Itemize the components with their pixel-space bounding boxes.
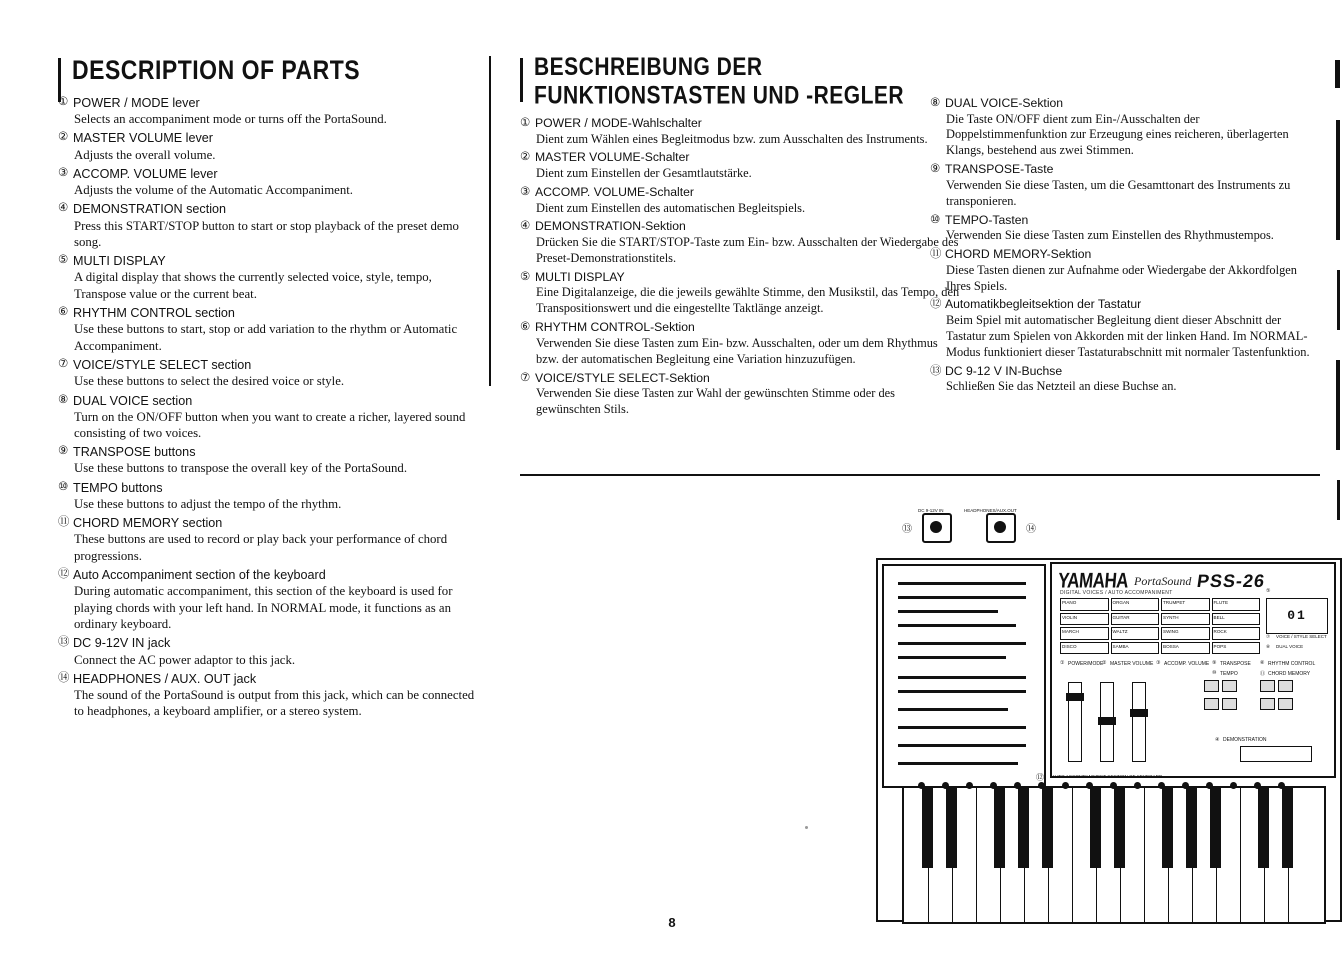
item-body: Drücken Sie die START/STOP-Taste zum Ein- bzw. Ausschalten der Wiedergabe des Preset-Demonstrationstitels. [536, 235, 959, 265]
callout-3: ③ [1156, 660, 1161, 666]
accomp-volume-lever[interactable] [1132, 682, 1146, 762]
power-mode-lever[interactable] [1068, 682, 1082, 762]
accomp-volume-label: ACCOMP. VOLUME [1164, 661, 1210, 667]
list-item [58, 357, 478, 389]
item-number: ⑬ [930, 364, 942, 377]
item-title: DUAL VOICE section [73, 393, 193, 408]
item-number: ③ [58, 166, 69, 179]
keybed[interactable] [902, 786, 1326, 924]
list-item [58, 671, 478, 720]
voice-button[interactable]: TRUMPET [1161, 598, 1210, 611]
german-section-rule [520, 474, 1320, 476]
slider-group[interactable] [1066, 682, 1156, 768]
column-divider [489, 56, 491, 386]
tempo-label: TEMPO [1220, 671, 1238, 677]
item-title: DC 9-12V IN jack [73, 636, 171, 651]
master-volume-label: MASTER VOLUME [1110, 661, 1154, 667]
item-number: ⑤ [58, 254, 69, 267]
item-body: Dient zum Einstellen des automatischen Begleitspiels. [536, 200, 806, 215]
item-body: Use these buttons to adjust the tempo of the rhythm. [74, 496, 342, 511]
item-title: ACCOMP. VOLUME-Schalter [535, 184, 694, 199]
style-button[interactable]: POPS [1212, 642, 1261, 655]
scan-artifact [1336, 120, 1340, 240]
list-item [58, 130, 478, 162]
item-body: Eine Digitalanzeige, die die jeweils gewählte Stimme, den Musikstil, das Tempo, den Transpositionswert und die eingestellte Taktlänge anzeigt. [536, 285, 960, 316]
callout-10: ⑩ [1212, 670, 1217, 676]
item-title: HEADPHONES / AUX. OUT jack [73, 671, 257, 686]
item-number: ⑦ [520, 371, 531, 384]
item-number: ① [520, 117, 531, 129]
list-item [58, 480, 478, 512]
headphones-out-jack-icon [986, 513, 1016, 543]
list-item [930, 162, 1320, 209]
callout-13: ⑬ [902, 524, 912, 535]
list-item [930, 213, 1320, 244]
callout-6: ⑥ [1260, 660, 1265, 666]
item-body: Connect the AC power adaptor to this jack. [74, 652, 296, 667]
item-body: Turn on the ON/OFF button when you want to create a richer, layered sound consisting of two voices. [74, 409, 466, 440]
item-number: ⑭ [58, 671, 70, 684]
callout-4: ④ [1215, 737, 1220, 743]
rhythm-control-label: RHYTHM CONTROL [1268, 661, 1316, 667]
multi-display-value: 01 [1287, 608, 1307, 623]
item-title: ACCOMP. VOLUME lever [73, 166, 218, 181]
list-item [520, 270, 960, 317]
voice-button[interactable]: PIANO [1060, 598, 1109, 611]
style-button[interactable]: BOSSA [1161, 642, 1210, 655]
list-item [58, 253, 478, 302]
item-title: TEMPO-Tasten [945, 212, 1029, 227]
list-item [58, 305, 478, 354]
item-body: Verwenden Sie diese Tasten zum Einstellen des Rhythmustempos. [946, 228, 1274, 243]
chord-memory-play-button[interactable] [1278, 698, 1293, 710]
speaker-grille [882, 564, 1046, 788]
item-body: Verwenden Sie diese Tasten zur Wahl der gewünschten Stimme oder des gewünschten Stils. [536, 386, 895, 417]
auto-accomp-section-label: AUTO ACCOMPANIMENT SECTION OF KEYBOARD [1052, 774, 1163, 779]
list-item [58, 393, 478, 442]
master-volume-lever[interactable] [1100, 682, 1114, 762]
item-number: ⑩ [58, 480, 69, 493]
chord-memory-record-button[interactable] [1260, 698, 1275, 710]
item-number: ⑪ [58, 516, 70, 529]
callout-9: ⑨ [1212, 660, 1217, 666]
headphones-out-jack-label: HEADPHONES/AUX.OUT [964, 508, 1017, 513]
portasound-logo: PortaSound [1134, 573, 1192, 588]
power-mode-label: POWER/MODE [1068, 661, 1104, 667]
callout-1: ① [1060, 660, 1065, 666]
item-title: VOICE/STYLE SELECT section [73, 358, 252, 373]
item-number: ② [520, 151, 531, 164]
callout-11: ⑪ [1260, 671, 1266, 677]
keyboard-illustration [860, 500, 1340, 930]
list-item [520, 219, 960, 266]
item-body: Use these buttons to start, stop or add variation to the rhythm or Automatic Accompaniment. [74, 322, 458, 353]
demonstration-label: DEMONSTRATION [1223, 737, 1267, 743]
scan-artifact [1337, 480, 1340, 520]
item-body: The sound of the PortaSound is output from this jack, which can be connected to headphones, a keyboard amplifier, or a stereo system. [74, 688, 475, 719]
german-column-1 [520, 54, 960, 421]
style-button[interactable]: WALTZ [1111, 627, 1160, 640]
item-title: Auto Accompaniment section of the keyboard [73, 568, 326, 583]
yamaha-logo: YAMAHA [1057, 568, 1130, 593]
item-body: Dient zum Einstellen der Gesamtlautstärke. [536, 166, 752, 181]
item-title: VOICE/STYLE SELECT-Sektion [535, 370, 710, 385]
multi-display [1266, 598, 1328, 634]
voice-button[interactable]: BELL [1212, 613, 1261, 626]
list-item [520, 185, 960, 216]
item-number: ⑬ [58, 636, 70, 649]
list-item [58, 567, 478, 632]
transpose-up-button[interactable] [1222, 680, 1237, 692]
item-body: Use these buttons to transpose the overall key of the PortaSound. [74, 461, 408, 476]
rhythm-variation-button[interactable] [1278, 680, 1293, 692]
dc-in-jack-label: DC 9-12V IN [918, 508, 944, 513]
item-title: RHYTHM CONTROL section [73, 306, 235, 321]
item-number: ⑦ [58, 358, 69, 371]
item-number: ⑧ [58, 393, 69, 406]
english-heading: DESCRIPTION OF PARTS [72, 54, 361, 85]
item-body: Verwenden Sie diese Tasten zum Ein- bzw. Ausschalten, oder um dem Rhythmus bzw. der automatischen Begleitung eine Variation hinzuzufügen. [536, 335, 938, 366]
scan-artifact [805, 826, 808, 829]
item-body: Adjusts the overall volume. [74, 147, 216, 162]
control-panel [1050, 562, 1336, 778]
item-number: ⑥ [58, 306, 69, 319]
item-title: DEMONSTRATION section [73, 202, 227, 217]
model-name: PSS-26 [1196, 570, 1267, 591]
transpose-label: TRANSPOSE [1220, 661, 1251, 667]
item-number: ⑥ [520, 321, 531, 334]
demonstration-section[interactable] [1215, 737, 1312, 762]
page-number: 8 [668, 915, 676, 930]
scan-artifact [1337, 270, 1340, 330]
item-body: A digital display that shows the currently selected voice, style, tempo, Transpose value or the current beat. [74, 270, 432, 301]
item-title: POWER / MODE-Wahlschalter [535, 116, 702, 130]
item-body: Verwenden Sie diese Tasten, um die Gesamttonart des Instruments zu transponieren. [946, 177, 1291, 208]
item-number: ① [58, 96, 69, 108]
item-title: MASTER VOLUME lever [73, 131, 213, 146]
item-body: Press this START/STOP button to start or stop playback of the preset demo song. [74, 218, 459, 249]
item-number: ⑪ [930, 248, 942, 261]
list-item [930, 297, 1320, 360]
voice-button[interactable]: VIOLIN [1060, 613, 1109, 626]
voice-button[interactable]: ORGAN [1111, 598, 1160, 611]
item-title: TRANSPOSE buttons [73, 445, 196, 460]
jack-panel [902, 508, 1062, 544]
list-item [520, 116, 960, 147]
tempo-up-button[interactable] [1222, 698, 1237, 710]
list-item [930, 96, 1320, 159]
item-number: ⑫ [58, 568, 70, 581]
item-body: Use these buttons to select the desired voice or style. [74, 374, 345, 389]
german-heading: BESCHREIBUNG DER FUNKTIONSTASTEN UND -REGLER [534, 54, 905, 110]
list-item [58, 166, 478, 198]
item-body: Dient zum Wählen eines Begleitmodus bzw. zum Ausschalten des Instruments. [536, 131, 928, 146]
item-title: DUAL VOICE-Sektion [945, 96, 1064, 110]
style-button[interactable]: DISCO [1060, 642, 1109, 655]
voice-button[interactable]: FLUTE [1212, 598, 1261, 611]
item-title: MULTI DISPLAY [535, 269, 625, 284]
item-number: ⑧ [930, 97, 941, 109]
item-title: MASTER VOLUME-Schalter [535, 150, 690, 165]
item-number: ④ [520, 220, 531, 233]
item-title: CHORD MEMORY section [73, 516, 223, 531]
item-number: ③ [520, 185, 531, 198]
item-body: During automatic accompaniment, this section of the keyboard is used for playing chords with your left hand. In NORMAL mode, it functions as an ordinary keyboard. [74, 584, 453, 632]
list-item [58, 635, 478, 667]
list-item [58, 515, 478, 564]
item-number: ⑨ [930, 163, 941, 176]
item-number: ⑫ [930, 298, 942, 311]
dc-in-jack-icon [922, 513, 952, 543]
list-item [930, 364, 1320, 395]
dual-voice-label: DUAL VOICE [1276, 644, 1304, 649]
item-body: Schließen Sie das Netzteil an diese Buchse an. [946, 379, 1177, 394]
callout-8: ⑧ [1266, 644, 1271, 649]
item-body: Beim Spiel mit automatischer Begleitung dient dieser Abschnitt der Tastatur zum Spielen von Akkorden mit der linken Hand. Im NORMAL-Modus funktioniert dieser Tastaturabschnitt mit normaler Tastenfunktion. [946, 313, 1310, 359]
item-number: ⑤ [520, 270, 531, 283]
callout-2: ② [1102, 660, 1107, 666]
style-button[interactable]: SWING [1161, 627, 1210, 640]
item-body: Diese Tasten dienen zur Aufnahme oder Wiedergabe der Akkordfolgen Ihres Spiels. [946, 262, 1297, 293]
item-body: Selects an accompaniment mode or turns off the PortaSound. [74, 112, 387, 127]
item-title: MULTI DISPLAY [73, 254, 166, 269]
callout-7: ⑦ [1266, 634, 1271, 639]
model-subtitle: DIGITAL VOICES / AUTO ACCOMPANIMENT [1060, 590, 1173, 596]
voice-button[interactable]: GUITAR [1111, 613, 1160, 626]
item-title: TRANSPOSE-Taste [945, 162, 1054, 177]
list-item [520, 150, 960, 181]
callout-5: ⑤ [1266, 588, 1271, 594]
panel-label-row [1060, 660, 1326, 678]
scan-artifact [1335, 60, 1340, 88]
rhythm-start-stop-button[interactable] [1260, 680, 1275, 692]
item-body: Adjusts the volume of the Automatic Accompaniment. [74, 183, 353, 198]
list-item [58, 444, 478, 476]
style-button[interactable]: MARCH [1060, 627, 1109, 640]
item-title: DEMONSTRATION-Sektion [535, 219, 686, 234]
item-number: ② [58, 131, 69, 144]
list-item [520, 320, 960, 367]
callout-14: ⑭ [1026, 524, 1036, 535]
item-number: ④ [58, 202, 69, 215]
german-column-2 [930, 96, 1320, 398]
item-title: POWER / MODE lever [73, 96, 200, 110]
list-item [58, 95, 478, 127]
list-item [58, 201, 478, 250]
item-title: TEMPO buttons [73, 480, 163, 495]
voice-style-select-grid[interactable] [1060, 598, 1260, 654]
item-title: DC 9-12 V IN-Buchse [945, 363, 1063, 378]
style-button[interactable]: SAMBA [1111, 642, 1160, 655]
style-button[interactable]: ROCK [1212, 627, 1261, 640]
item-body: These buttons are used to record or play back your performance of chord progressions. [74, 532, 448, 563]
transpose-down-button[interactable] [1204, 680, 1219, 692]
item-title: RHYTHM CONTROL-Sektion [535, 320, 695, 335]
english-column [58, 54, 478, 723]
item-body: Die Taste ON/OFF dient zum Ein-/Ausschalten der Doppelstimmenfunktion zur Erzeugung eines reicheren, überlagerten Klangs, bestehend aus zwei Stimmen. [946, 111, 1289, 158]
tempo-down-button[interactable] [1204, 698, 1219, 710]
item-number: ⑩ [930, 213, 941, 226]
list-item [520, 371, 960, 418]
scan-artifact [1336, 360, 1340, 450]
chord-memory-label: CHORD MEMORY [1268, 671, 1311, 677]
list-item [930, 247, 1320, 294]
item-title: CHORD MEMORY-Sektion [945, 247, 1092, 262]
item-number: ⑨ [58, 445, 69, 458]
voice-button[interactable]: SYNTH [1161, 613, 1210, 626]
callout-12: ⑫ [1036, 773, 1044, 782]
voice-style-select-label: VOICE / STYLE SELECT [1276, 634, 1327, 639]
item-title: Automatikbegleitsektion der Tastatur [945, 297, 1142, 312]
